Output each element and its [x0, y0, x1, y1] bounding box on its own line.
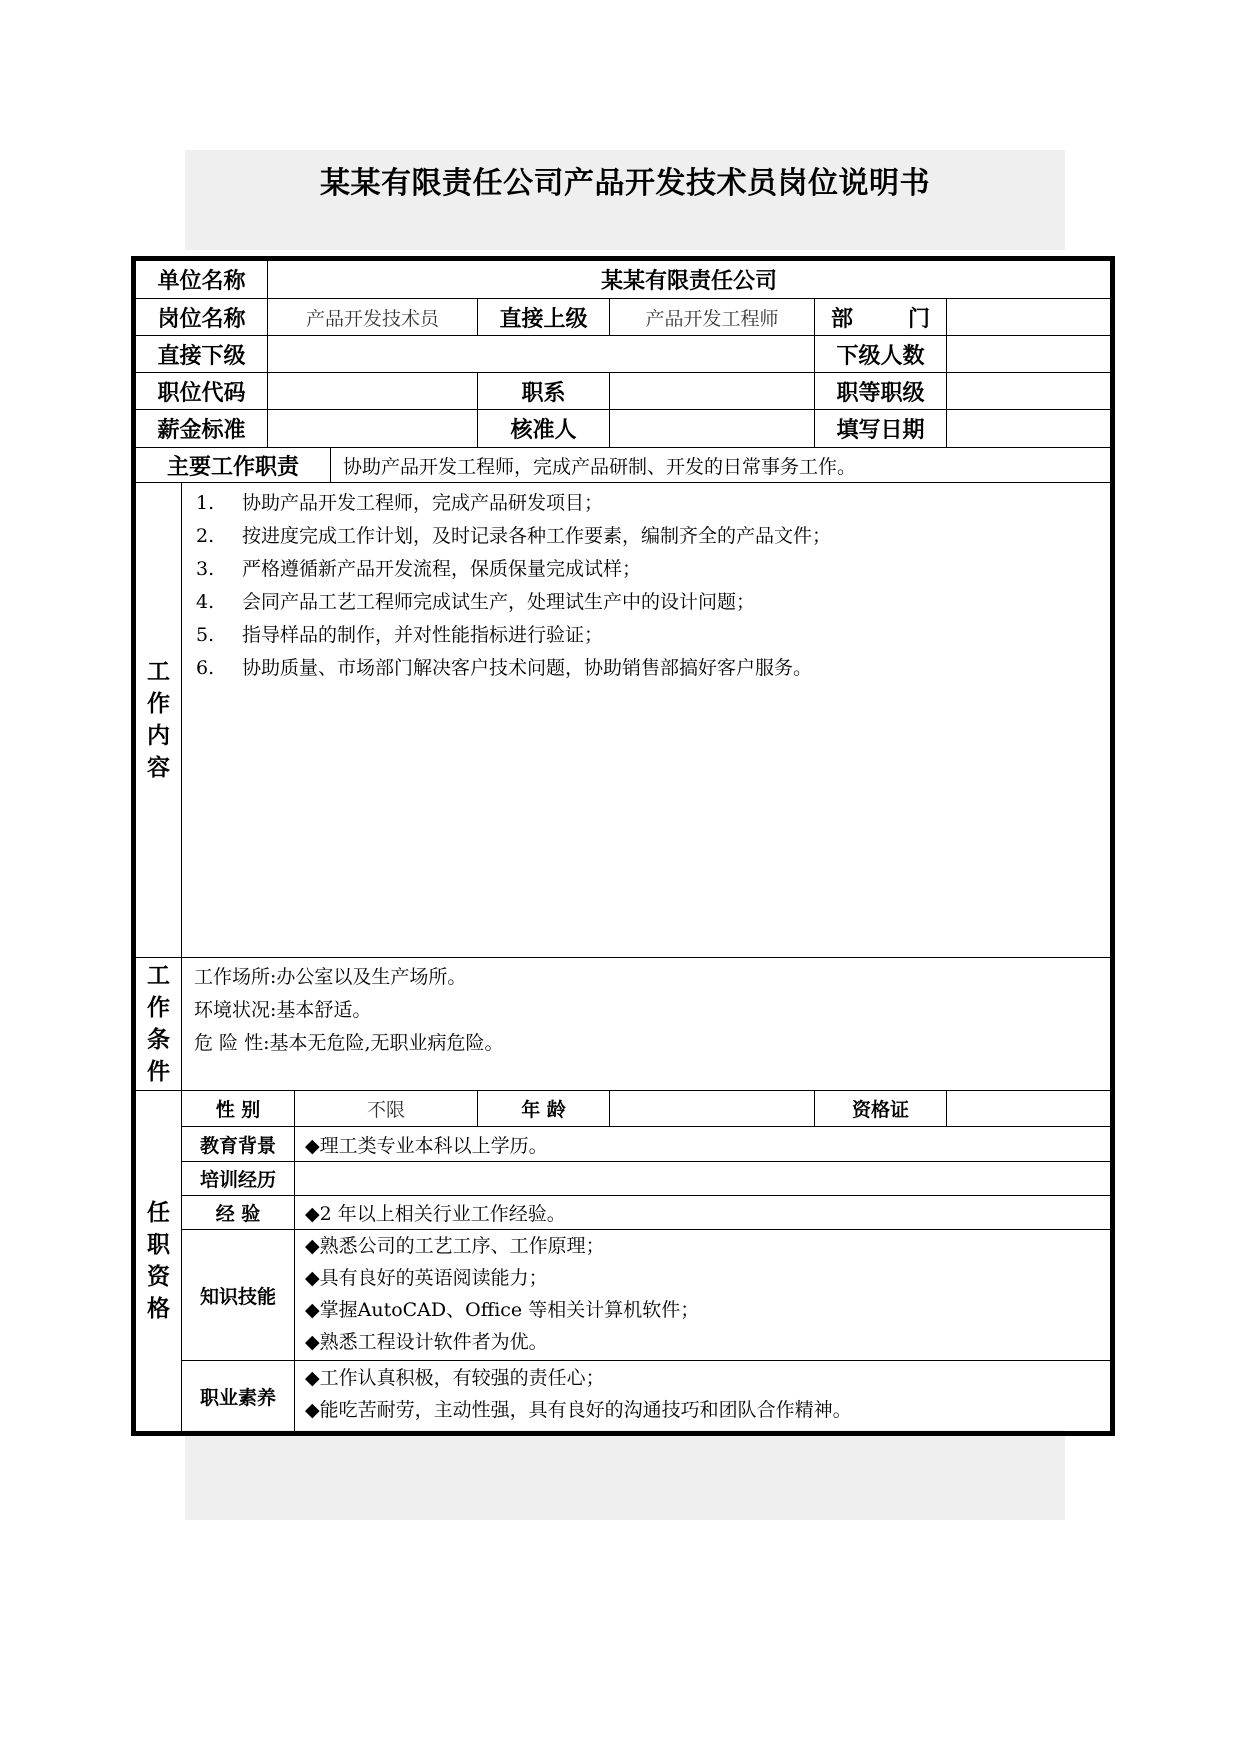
job-series-label: 职系	[478, 373, 610, 410]
department-label-1: 部	[831, 306, 854, 332]
direct-superior-label: 直接上级	[478, 299, 610, 336]
item-text: 协助产品开发工程师，完成产品研发项目；	[242, 492, 604, 514]
training-label: 培训经历	[182, 1162, 295, 1196]
qualifications-label	[136, 1091, 182, 1431]
age-value	[610, 1091, 815, 1127]
skill-line: ◆熟悉工程设计软件者为优。	[305, 1331, 548, 1353]
item-number: 3.	[196, 558, 215, 580]
approver-label: 核准人	[478, 410, 610, 448]
work-conditions-char: 工	[147, 963, 170, 989]
experience-text: ◆2 年以上相关行业工作经验。	[295, 1196, 1110, 1230]
skill-line: ◆具有良好的英语阅读能力；	[305, 1267, 548, 1289]
salary-standard-label: 薪金标准	[136, 410, 268, 448]
skills-label: 知识技能	[182, 1230, 295, 1361]
fill-date-value	[947, 410, 1110, 448]
skill-line: ◆掌握AutoCAD、Office 等相关计算机软件；	[305, 1299, 700, 1321]
professional-quality-list	[305, 1362, 852, 1426]
unit-name-value: 某某有限责任公司	[268, 261, 1110, 299]
job-series-value	[610, 373, 815, 410]
department-label	[815, 299, 947, 336]
experience-label: 经 验	[182, 1196, 295, 1230]
certificate-label: 资格证	[815, 1091, 947, 1127]
list-item	[196, 652, 831, 685]
department-label-2: 门	[907, 306, 930, 332]
work-content-char: 内	[147, 723, 170, 749]
item-text: 会同产品工艺工程师完成试生产，处理试生产中的设计问题；	[242, 591, 756, 613]
position-code-label: 职位代码	[136, 373, 268, 410]
training-text	[295, 1162, 1110, 1196]
work-content-label	[136, 483, 182, 958]
subordinate-count-value	[947, 336, 1110, 373]
qualifications-char: 任	[147, 1200, 170, 1226]
list-item	[196, 520, 831, 553]
work-content-char: 容	[147, 755, 170, 781]
subordinate-count-label: 下级人数	[815, 336, 947, 373]
condition-line: 环境状况:基本舒适。	[194, 999, 372, 1021]
item-number: 5.	[196, 624, 215, 646]
work-content-char: 工	[147, 659, 170, 685]
salary-standard-value	[268, 410, 478, 448]
unit-name-label: 单位名称	[136, 261, 268, 299]
item-number: 6.	[196, 657, 215, 679]
work-conditions-text	[194, 961, 504, 1060]
certificate-value	[947, 1091, 1110, 1127]
item-number: 1.	[196, 492, 215, 514]
age-label: 年 龄	[478, 1091, 610, 1127]
skills-list	[305, 1230, 699, 1358]
item-text: 严格遵循新产品开发流程，保质保量完成试样；	[242, 558, 642, 580]
qualifications-char: 职	[147, 1232, 170, 1258]
education-text: ◆理工类专业本科以上学历。	[295, 1127, 1110, 1162]
skill-line: ◆熟悉公司的工艺工序、工作原理；	[305, 1235, 605, 1257]
work-conditions-char: 件	[147, 1059, 170, 1085]
department-value	[947, 299, 1110, 336]
condition-line: 工作场所:办公室以及生产场所。	[194, 966, 467, 988]
list-item	[196, 553, 831, 586]
position-name-label: 岗位名称	[136, 299, 268, 336]
qualifications-char: 资	[147, 1264, 170, 1290]
item-text: 协助质量、市场部门解决客户技术问题，协助销售部搞好客户服务。	[242, 657, 813, 679]
job-grade-label: 职等职级	[815, 373, 947, 410]
professional-quality-label: 职业素养	[182, 1361, 295, 1431]
work-conditions-char: 条	[147, 1027, 170, 1053]
document-title: 某某有限责任公司产品开发技术员岗位说明书	[320, 166, 930, 201]
work-content-char: 作	[147, 691, 170, 717]
direct-subordinate-label: 直接下级	[136, 336, 268, 373]
item-number: 4.	[196, 591, 215, 613]
fill-date-label: 填写日期	[815, 410, 947, 448]
list-item	[196, 586, 831, 619]
qualifications-char: 格	[147, 1296, 170, 1322]
job-description-table	[131, 256, 1115, 1436]
job-grade-value	[947, 373, 1110, 410]
gender-value: 不限	[295, 1091, 478, 1127]
gender-label: 性 别	[182, 1091, 295, 1127]
education-label: 教育背景	[182, 1127, 295, 1162]
list-item	[196, 619, 831, 652]
direct-subordinate-value	[268, 336, 815, 373]
item-number: 2.	[196, 525, 215, 547]
list-item	[196, 487, 831, 520]
position-code-value	[268, 373, 478, 410]
quality-line: ◆工作认真积极，有较强的责任心；	[305, 1367, 605, 1389]
item-text: 指导样品的制作，并对性能指标进行验证；	[242, 624, 604, 646]
item-text: 按进度完成工作计划，及时记录各种工作要素，编制齐全的产品文件；	[242, 525, 832, 547]
main-duty-label: 主要工作职责	[136, 448, 331, 483]
condition-line: 危 险 性:基本无危险,无职业病危险。	[194, 1032, 504, 1054]
work-conditions-char: 作	[147, 995, 170, 1021]
page-footer-band	[185, 1430, 1065, 1520]
main-duty-text: 协助产品开发工程师，完成产品研制、开发的日常事务工作。	[331, 448, 1110, 483]
approver-value	[610, 410, 815, 448]
quality-line: ◆能吃苦耐劳，主动性强，具有良好的沟通技巧和团队合作精神。	[305, 1399, 852, 1421]
work-content-list	[196, 487, 831, 685]
direct-superior-value: 产品开发工程师	[610, 299, 815, 336]
position-name-value: 产品开发技术员	[268, 299, 478, 336]
work-conditions-label	[136, 958, 182, 1091]
